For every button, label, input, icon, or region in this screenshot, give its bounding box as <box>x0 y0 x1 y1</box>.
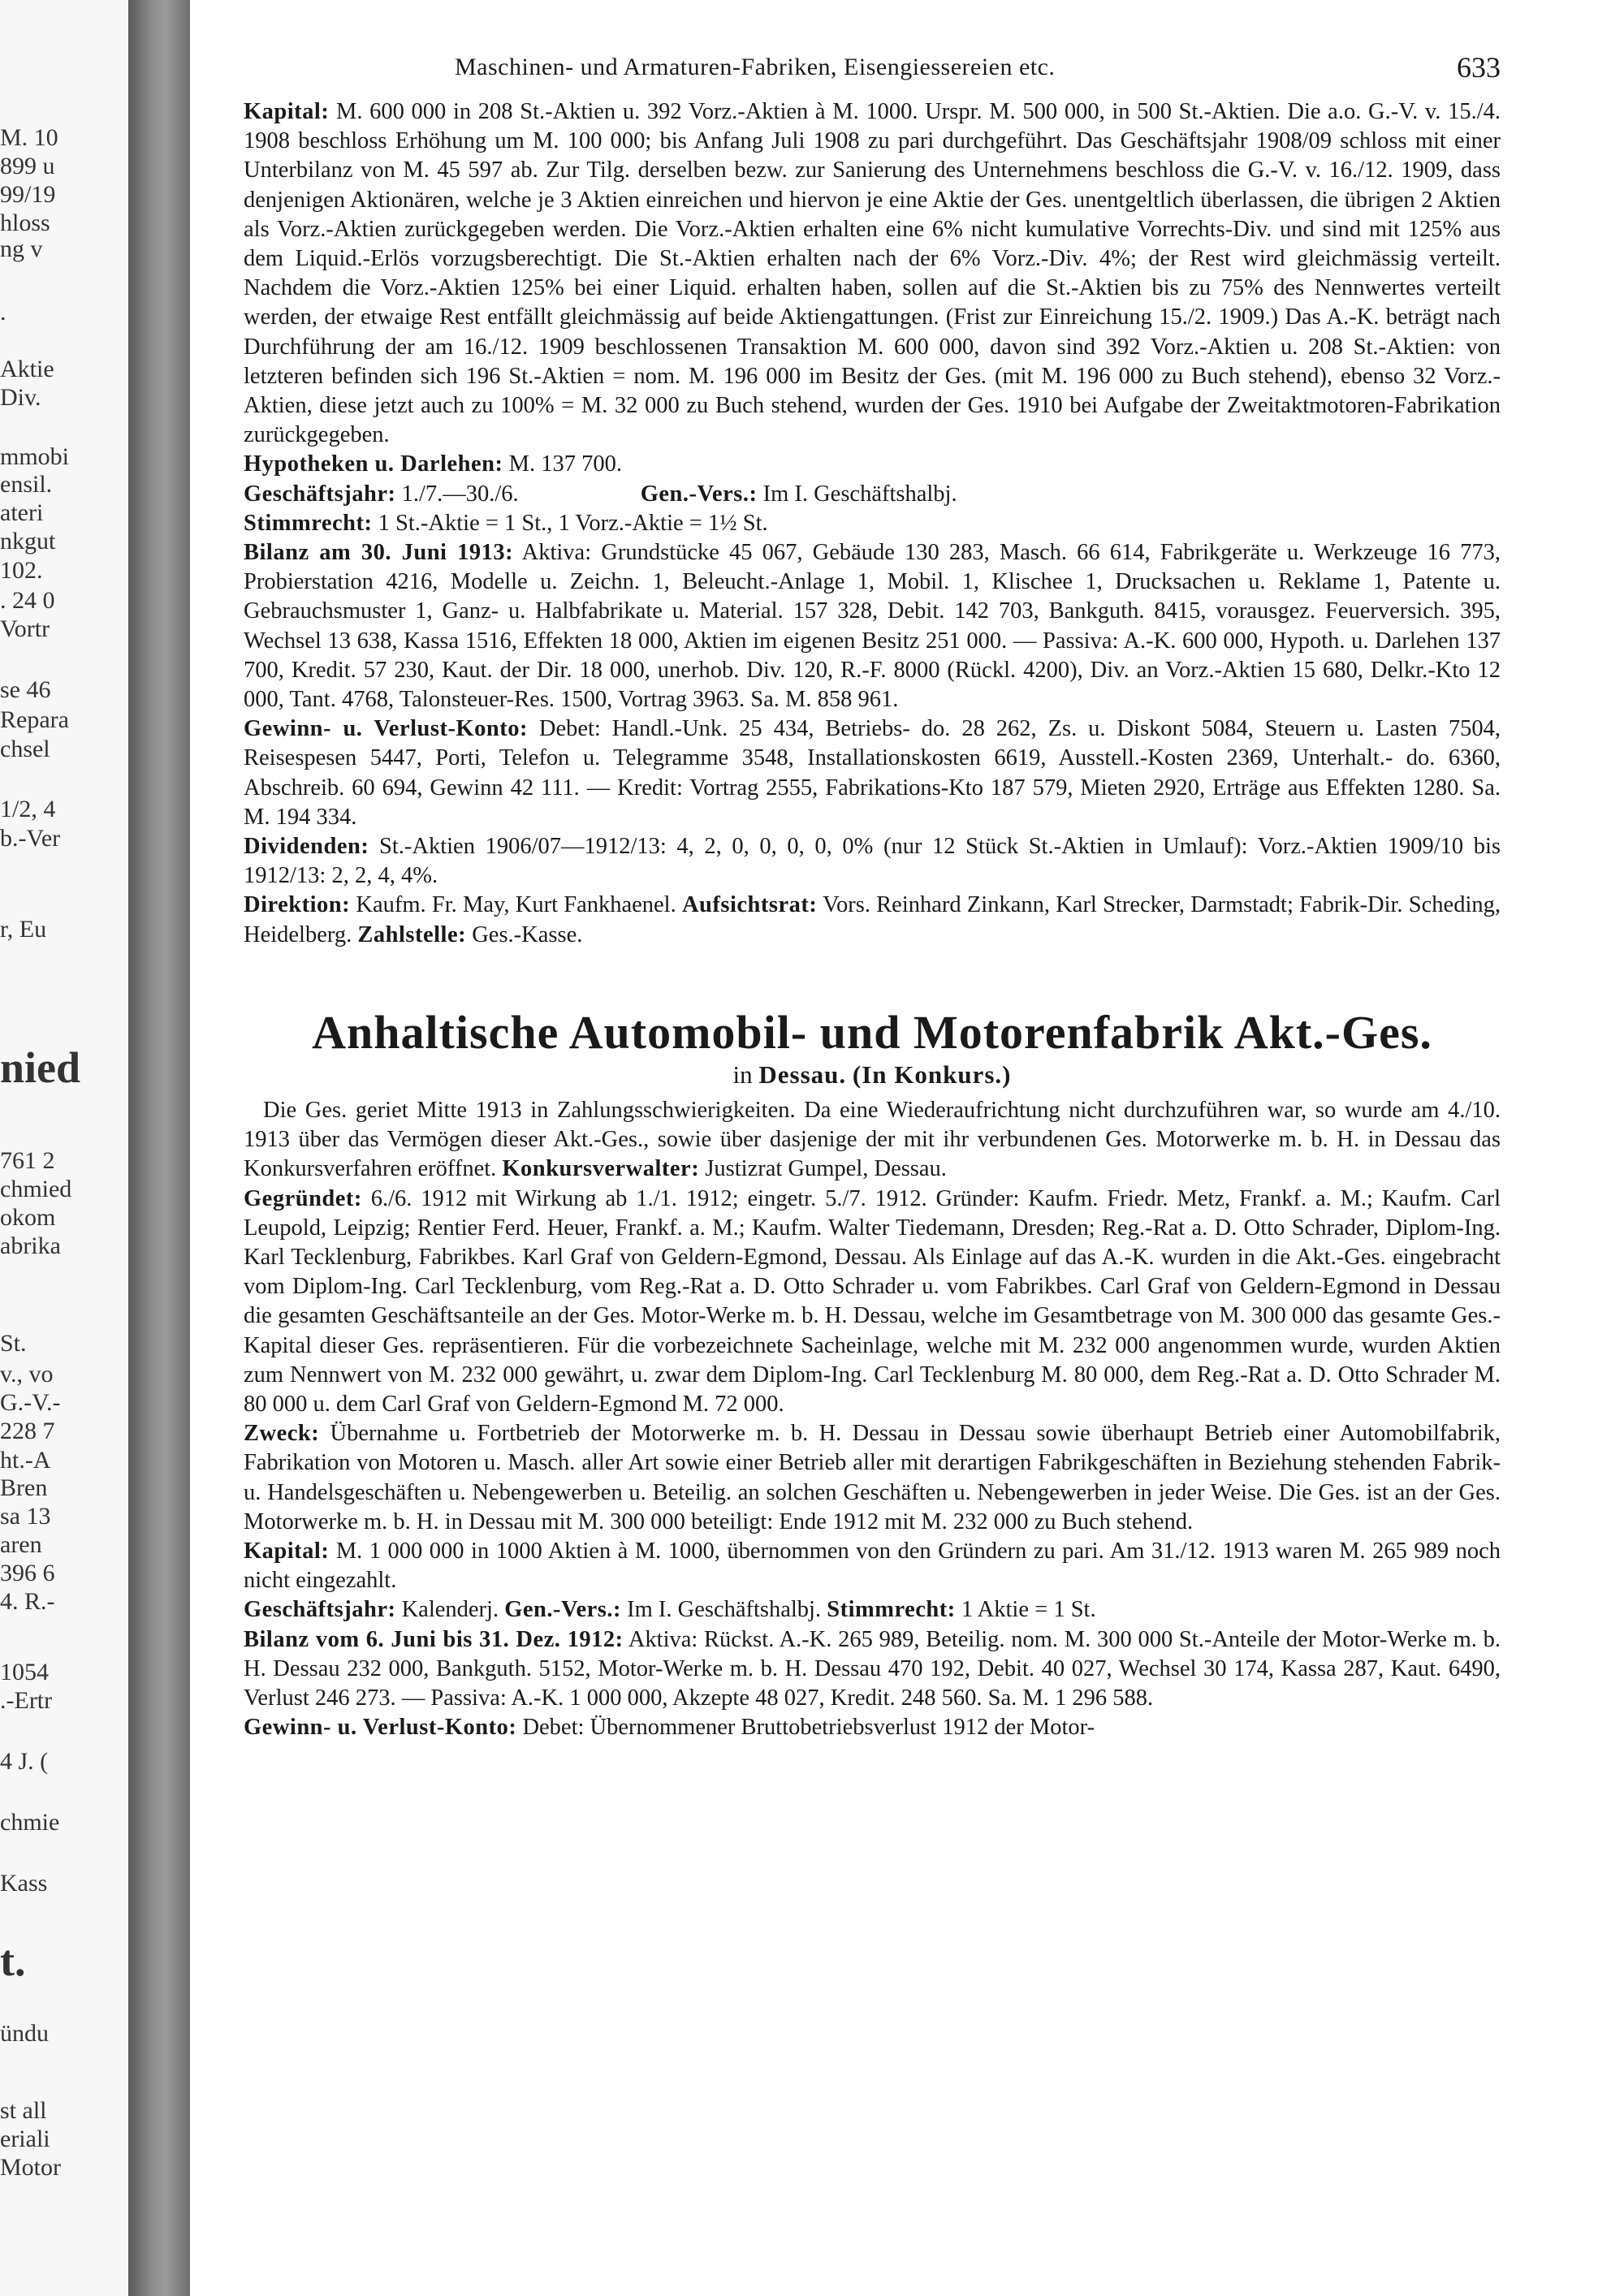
page-number: 633 <box>1457 51 1501 84</box>
left-fragment: nied <box>0 1043 81 1092</box>
left-fragment: okom <box>0 1204 56 1231</box>
dividenden-paragraph <box>244 832 1501 891</box>
bilanz-label: Bilanz am 30. Juni 1913: <box>244 540 514 566</box>
left-fragment: b.-Ver <box>0 825 61 852</box>
intro-text: Die Ges. geriet Mitte 1913 in Zahlungsschwierigkeiten. Da eine Wiederaufrichtung nicht durchzuführen war, so wurde am 4./10. 1913 über das Vermögen dieser Akt.-Ges., sowie über dasjenige der mit ihr verbundenen Ges. Motorwerke m. b. H. in Dessau das Konkursverfahren eröffnet. <box>244 1097 1501 1182</box>
intro-paragraph <box>244 1096 1501 1185</box>
gegr-label: Gegründet: <box>244 1185 362 1211</box>
bilanz2-paragraph <box>244 1625 1501 1714</box>
dir-label: Direktion: <box>244 892 351 918</box>
left-fragment: chmied <box>0 1176 72 1202</box>
guv2-text: Debet: Übernommener Bruttobetriebsverlust 1912 der Motor- <box>522 1715 1095 1741</box>
kapital-text: M. 600 000 in 208 St.-Aktien u. 392 Vorz.-Aktien à M. 1000. Urspr. M. 500 000, in 500 St.-Aktien. Die a.o. G.-V. v. 15./4. 1908 beschloss Erhöhung um M. 100 000; bis Anfang Juli 1908 zu pari durchgeführt. Das Geschäftsjahr 1908/09 schloss mit einer Unterbilanz von M. 45 597 ab. Zur Tilg. derselben bezw. zur Sanierung des Unternehmens beschloss die G.-V. v. 16./12. 1909, dass denjenigen Aktionären, welche je 3 Aktien einreichen und hiervon je eine Aktie der Ges. unentgeltlich überlassen, die übrigen 2 Aktien als Vorz.-Aktien zurückgegeben werden. Die Vorz.-Aktien erhalten eine 6% nicht kumulative Vorrechts-Div. und sind mit 125% aus dem Liquid.-Erlös vorzugsberechtigt. Die St.-Aktien erhalten nach der 6% Vorz.-Div. 4%; der Rest wird gleichmässig verteilt. Nachdem die Vorz.-Aktien 125% bei einer Liquid. erhalten haben, sollen auf die St.-Aktien bis zu 75% des Nennwertes verteilt werden, der etwaige Rest entfällt gleichmässig auf beide Aktiengattungen. (Frist zur Einreichung 15./2. 1909.) Das A.-K. beträgt nach Durchführung der am 16./12. 1909 beschlossenen Transaktion M. 600 000, davon sind 392 Vorz.-Aktien u. 208 St.-Aktien: von letzteren befinden sich 196 St.-Aktien = nom. M. 196 000 im Besitz der Ges. (mit M. 196 000 zu Buch stehend), ebenso 32 Vorz.-Aktien, diese jetzt auch zu 100% = M. 32 000 zu Buch stehend, wurden der Ges. 1910 bei Aufgabe der Zweitaktmotoren-Fabrikation zurückgegeben. <box>244 99 1501 448</box>
left-fragment: ündu <box>0 2020 49 2047</box>
left-fragment: se 46 <box>0 676 51 703</box>
left-fragment: 1054 <box>0 1659 49 1685</box>
running-head <box>244 47 1501 89</box>
left-fragment: nkgut <box>0 528 56 555</box>
company-title: Anhaltische Automobil- und Motorenfabrik Akt.-Ges. <box>312 1005 1432 1059</box>
sub-in: in <box>732 1060 753 1089</box>
geschaeftsjahr-paragraph <box>244 480 1501 509</box>
zweck-paragraph <box>244 1419 1501 1537</box>
book-gutter <box>128 0 190 2296</box>
left-fragment: 396 6 <box>0 1560 55 1586</box>
direktion-paragraph <box>244 891 1501 949</box>
left-fragment: v., vo <box>0 1361 54 1388</box>
left-fragment: . 24 0 <box>0 587 55 614</box>
company-subtitle <box>244 1059 1501 1091</box>
left-fragment: abrika <box>0 1232 61 1259</box>
left-fragment: eriali <box>0 2126 50 2152</box>
gj2-label: Geschäftsjahr: <box>244 1597 396 1623</box>
left-fragment: chsel <box>0 736 50 762</box>
kapital2-label: Kapital: <box>244 1538 330 1564</box>
bilanz-text: Aktiva: Grundstücke 45 067, Gebäude 130 283, Masch. 66 614, Fabrikgeräte u. Werkzeuge 16 773, Probierstation 4216, Modelle u. Zeichn. 1, Beleucht.-Anlage 1, Mobil. 1, Klischee 1, Drucksachen u. Reklame 1, Patente u. Gebrauchsmuster 1, Ganz- u. Halbfabrikate u. Material. 157 328, Debit. 142 703, Bankguth. 8415, vorausgez. Feuerversich. 395, Wechsel 13 638, Kassa 1516, Effekten 18 000, Aktien im eigenen Besitz 251 000. — Passiva: A.-K. 600 000, Hypoth. u. Darlehen 137 700, Kredit. 57 230, Kaut. der Dir. 18 000, unerhob. Div. 120, R.-F. 8000 (Rückl. 4200), Div. an Vorz.-Aktien 15 680, Delkr.-Kto 12 000, Tant. 4768, Talonsteuer-Res. 1500, Vortrag 3963. Sa. M. 858 961. <box>244 540 1501 713</box>
bilanz2-label: Bilanz vom 6. Juni bis 31. Dez. 1912: <box>244 1626 624 1652</box>
left-fragment: 761 2 <box>0 1147 55 1174</box>
guv2-label: Gewinn- u. Verlust-Konto: <box>244 1715 517 1741</box>
zweck-text: Übernahme u. Fortbetrieb der Motorwerke m. b. H. Dessau in Dessau sowie überhaupt Betrieb einer Automobilfabrik, Fabrikation von Motoren u. Masch. aller Art sowie einer Betrieb aller mit derartigen Fabrikgeschäften in Beziehung stehenden Fabrik- u. Handelsgeschäften u. Nebengewerben u. Beteilig. an solchen Geschäften u. Nebengewerben in jeder Weise. Die Ges. ist an der Ges. Motorwerke m. b. H. in Dessau mit M. 300 000 beteiligt: Ende 1912 mit M. 232 000 zu Buch stehend. <box>244 1421 1501 1534</box>
zs-text: Ges.-Kasse. <box>472 921 583 947</box>
gegr-text: 6./6. 1912 mit Wirkung ab 1./1. 1912; eingetr. 5./7. 1912. Gründer: Kaufm. Friedr. Metz, Frankf. a. M.; Kaufm. Carl Leupold, Leipzig; Rentier Ferd. Heuer, Frankf. a. M.; Kaufm. Walter Tiedemann, Dresden; Reg.-Rat a. D. Otto Schrader, Diplom-Ing. Karl Tecklenburg, Fabrikbes. Karl Graf von Geldern-Egmond, Dessau. Als Einlage auf das A.-K. wurden in die Akt.-Ges. eingebracht vom Diplom-Ing. Carl Tecklenburg, vom Reg.-Rat a. D. Otto Schrader u. vom Fabrikbes. Carl Graf von Geldern-Egmond in Dessau die gesamten Geschäftsanteile an der Ges. Motor-Werke m. b. H. Dessau, welche im Gesamtbetrage von M. 300 000 das gesamte Ges.-Kapital dieser Ges. repräsentieren. Für die vorbezeichnete Sacheinlage, welche mit M. 232 000 angenommen wurde, wurden Aktien zum Nennwert von M. 232 000 gewährt, u. zwar dem Diplom-Ing. Carl Tecklenburg M. 80 000, dem Reg.-Rat a. D. Otto Schrader M. 80 000 u. dem Carl Graf von Geldern-Egmond M. 72 000. <box>244 1185 1501 1417</box>
gj2-paragraph <box>244 1595 1501 1625</box>
gj-text: 1./7.—30./6. <box>401 481 519 507</box>
left-page-fragment <box>0 0 128 2296</box>
kapital2-text: M. 1 000 000 in 1000 Aktien à M. 1000, übernommen von den Gründern zu pari. Am 31./12. 1913 waren M. 265 989 noch nicht eingezahlt. <box>244 1538 1501 1594</box>
left-fragment: 99/19 <box>0 181 56 208</box>
guv2-paragraph <box>244 1713 1501 1742</box>
left-fragment: G.-V.- <box>0 1389 61 1416</box>
left-fragment: St. <box>0 1330 27 1357</box>
left-fragment: r, Eu <box>0 916 47 943</box>
gj2-text: Kalenderj. <box>401 1597 499 1623</box>
stimm-label: Stimmrecht: <box>244 510 373 536</box>
stimm2-text: 1 Aktie = 1 St. <box>961 1597 1096 1623</box>
left-fragment: ateri <box>0 499 44 526</box>
left-fragment: Motor <box>0 2154 61 2181</box>
gv2-text: Im I. Geschäftshalbj. <box>627 1597 822 1623</box>
left-fragment: 1/2, 4 <box>0 796 56 822</box>
kv-label: Konkursverwalter: <box>502 1156 700 1182</box>
gv2-label: Gen.-Vers.: <box>504 1597 621 1623</box>
left-fragment: .-Ertr <box>0 1687 53 1714</box>
div-text: St.-Aktien 1906/07—1912/13: 4, 2, 0, 0, 0, 0, 0% (nur 12 Stück St.-Aktien in Umlauf): Vorz.-Aktien 1909/10 bis 1912/13: 2, 2, 4, 4%. <box>244 834 1501 889</box>
stimm2-label: Stimmrecht: <box>827 1597 956 1623</box>
left-fragment: 4 J. ( <box>0 1748 49 1775</box>
left-fragment: M. 10 <box>0 124 58 151</box>
left-fragment: t. <box>0 1936 26 1985</box>
div-label: Dividenden: <box>244 834 369 860</box>
gegruendet-paragraph <box>244 1185 1501 1420</box>
left-fragment: hloss <box>0 209 50 236</box>
ar-label: Aufsichtsrat: <box>681 892 818 918</box>
kapital-paragraph <box>244 97 1501 450</box>
left-fragment: Kass <box>0 1870 48 1897</box>
zweck-label: Zweck: <box>244 1421 320 1447</box>
left-fragment: 4. R.- <box>0 1588 55 1615</box>
entry-anhaltische <box>244 1096 1501 1742</box>
sub-city: Dessau. <box>758 1060 847 1089</box>
left-fragment: Div. <box>0 384 41 411</box>
left-fragment: 102. <box>0 557 43 584</box>
ar-text: Vors. Reinhard Zinkann, Karl Strecker, Darmstadt; Fabrik-Dir. Scheding, Heidelberg. <box>244 892 1501 947</box>
stimm-text: 1 St.-Aktie = 1 St., 1 Vorz.-Aktie = 1½ St. <box>378 510 768 536</box>
left-fragment: sa 13 <box>0 1503 51 1530</box>
left-fragment: Aktie <box>0 356 54 382</box>
left-fragment: ng v <box>0 235 43 262</box>
stimmrecht-paragraph <box>244 509 1501 538</box>
running-title: Maschinen- und Armaturen-Fabriken, Eisengiessereien etc. <box>455 54 1056 80</box>
zs-label: Zahlstelle: <box>357 921 467 947</box>
gv-text: Im I. Geschäftshalbj. <box>762 481 957 507</box>
bilanz2-text: Aktiva: Rückst. A.-K. 265 989, Beteilig. nom. M. 300 000 St.-Anteile der Motor-Werke m. b. H. Dessau 232 000, Bankguth. 5152, Motor-Werke m. b. H. Dessau 470 192, Debit. 40 027, Wechsel 30 174, Kassa 287, Kaut. 6490, Verlust 246 273. — Passiva: A.-K. 1 000 000, Akzepte 48 027, Kredit. 248 560. Sa. M. 1 296 588. <box>244 1626 1501 1711</box>
left-fragment: ensil. <box>0 471 53 498</box>
left-fragment: Repara <box>0 706 69 733</box>
entry-continued <box>244 97 1501 950</box>
left-fragment: Bren <box>0 1474 48 1501</box>
gj-label: Geschäftsjahr: <box>244 481 396 507</box>
guv-label: Gewinn- u. Verlust-Konto: <box>244 716 528 742</box>
guv-text: Debet: Handl.-Unk. 25 434, Betriebs- do. 28 262, Zs. u. Diskont 5084, Steuern u. Lasten 7504, Reisespesen 5447, Porti, Telefon u. Telegramme 3548, Installationskosten 6619, Ausstell.-Kosten 2369, Unterhalt.- do. 6360, Abschreib. 60 694, Gewinn 42 111. — Kredit: Vortrag 2555, Fabrikations-Kto 187 579, Mieten 2920, Erträge aus Effekten 1280. Sa. M. 194 334. <box>244 716 1501 830</box>
hypotheken-label: Hypotheken u. Darlehen: <box>244 451 503 477</box>
left-fragment: st all <box>0 2097 47 2124</box>
gv-label: Gen.-Vers.: <box>640 481 758 507</box>
hypotheken-text: M. 137 700. <box>508 451 622 477</box>
left-fragment: 899 u <box>0 153 55 179</box>
left-fragment: mmobi <box>0 443 70 470</box>
left-fragment: aren <box>0 1531 42 1558</box>
left-fragment: chmie <box>0 1809 60 1836</box>
page-content <box>244 47 1501 1742</box>
guv-paragraph <box>244 714 1501 832</box>
left-fragment: ht.-A <box>0 1447 51 1474</box>
kapital2-paragraph <box>244 1537 1501 1595</box>
kv-text: Justizrat Gumpel, Dessau. <box>705 1156 947 1182</box>
left-fragment: 228 7 <box>0 1418 55 1444</box>
bilanz-paragraph <box>244 538 1501 714</box>
hypotheken-paragraph <box>244 450 1501 479</box>
left-fragment: . <box>0 299 6 326</box>
kapital-label: Kapital: <box>244 99 330 124</box>
left-fragment: Vortr <box>0 615 50 642</box>
sub-status: (In Konkurs.) <box>852 1060 1012 1089</box>
dir-text: Kaufm. Fr. May, Kurt Fankhaenel. <box>356 892 676 918</box>
